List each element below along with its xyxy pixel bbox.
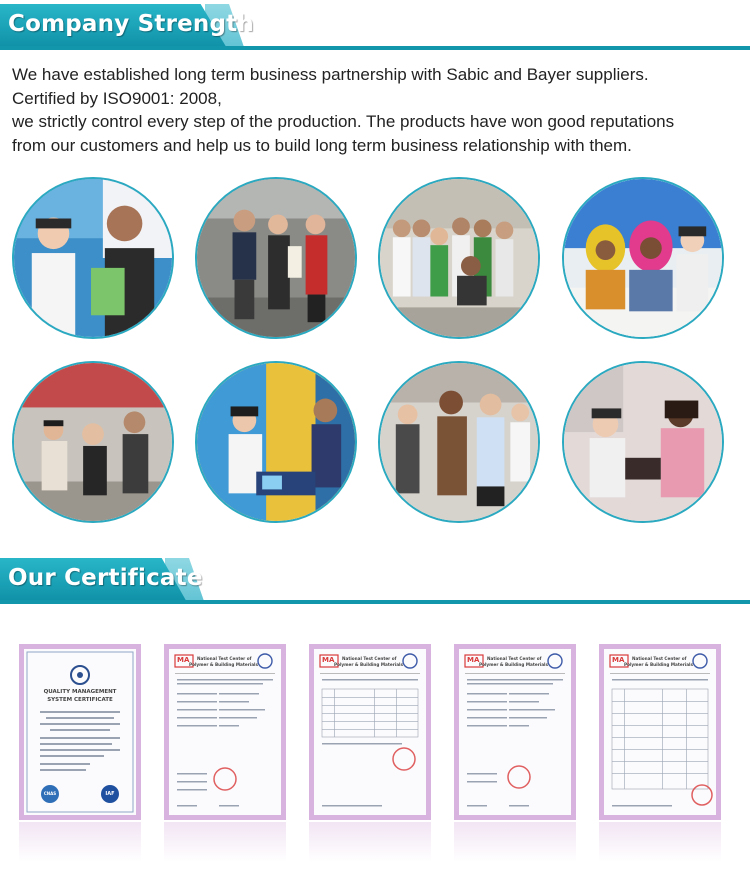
customer-photo [12, 361, 174, 523]
customer-photo [12, 177, 174, 339]
report-org-name: National Test Center of [197, 656, 252, 661]
photo-image [564, 363, 722, 521]
our-certificate-banner [0, 558, 750, 604]
ma-logo-text: MA [322, 656, 335, 664]
banner-underline [0, 46, 750, 50]
customer-photo [195, 361, 357, 523]
report-org-name: Polymer & Building Materials [479, 662, 548, 667]
report-org-name: Polymer & Building Materials [189, 662, 258, 667]
photo-image [14, 363, 172, 521]
certificate-sheet [604, 649, 716, 815]
photo-image [14, 179, 172, 337]
intro-line: We have established long term business partnership with Sabic and Bayer suppliers. [12, 65, 649, 84]
report-org-name: Polymer & Building Materials [334, 662, 403, 667]
certificate-sheet [459, 649, 571, 815]
intro-line: Certified by ISO9001: 2008, [12, 88, 222, 108]
certificate-reflection [309, 822, 431, 862]
photo-image [380, 363, 538, 521]
certificate-graphic [314, 649, 426, 815]
intro-text [12, 63, 742, 157]
report-org-name: National Test Center of [487, 656, 542, 661]
photo-image [197, 363, 355, 521]
iso-certificate [19, 644, 141, 820]
report-org-name: Polymer & Building Materials [624, 662, 693, 667]
iaf-logo-text: IAF [105, 791, 115, 797]
customer-photo [562, 177, 724, 339]
certificate-sheet [169, 649, 281, 815]
ma-logo-text: MA [177, 656, 190, 664]
banner-underline [0, 600, 750, 604]
section-title: Company Strength [8, 11, 254, 37]
test-report-certificate [164, 644, 286, 820]
photo-image [564, 179, 722, 337]
certificate-graphic [459, 649, 571, 815]
certificate-sheet [24, 649, 136, 815]
report-org-name: National Test Center of [342, 656, 397, 661]
photo-image [197, 179, 355, 337]
certificate-graphic [169, 649, 281, 815]
certificate-graphic [604, 649, 716, 815]
cnas-logo-text: CNAS [43, 791, 57, 796]
customer-photo [195, 177, 357, 339]
certificate-heading: SYSTEM CERTIFICATE [47, 697, 113, 703]
ma-logo-text: MA [612, 656, 625, 664]
certificate-sheet [314, 649, 426, 815]
customer-photo [562, 361, 724, 523]
customer-photo [378, 177, 540, 339]
report-org-name: National Test Center of [632, 656, 687, 661]
certificate-reflection [454, 822, 576, 862]
test-report-certificate [599, 644, 721, 820]
certificate-reflection [599, 822, 721, 862]
test-report-certificate [454, 644, 576, 820]
certificate-reflection [164, 822, 286, 862]
section-title: Our Certificate [8, 565, 203, 591]
intro-line: we strictly control every step of the production. The products have won good reputations [12, 112, 675, 131]
intro-line: from our customers and help us to build long term business relationship with them. [12, 135, 632, 155]
customer-photo [378, 361, 540, 523]
company-strength-banner [0, 4, 750, 50]
photo-image [380, 179, 538, 337]
certificate-heading: QUALITY MANAGEMENT [43, 689, 117, 695]
certificate-reflection [19, 822, 141, 862]
ma-logo-text: MA [467, 656, 480, 664]
test-report-certificate [309, 644, 431, 820]
